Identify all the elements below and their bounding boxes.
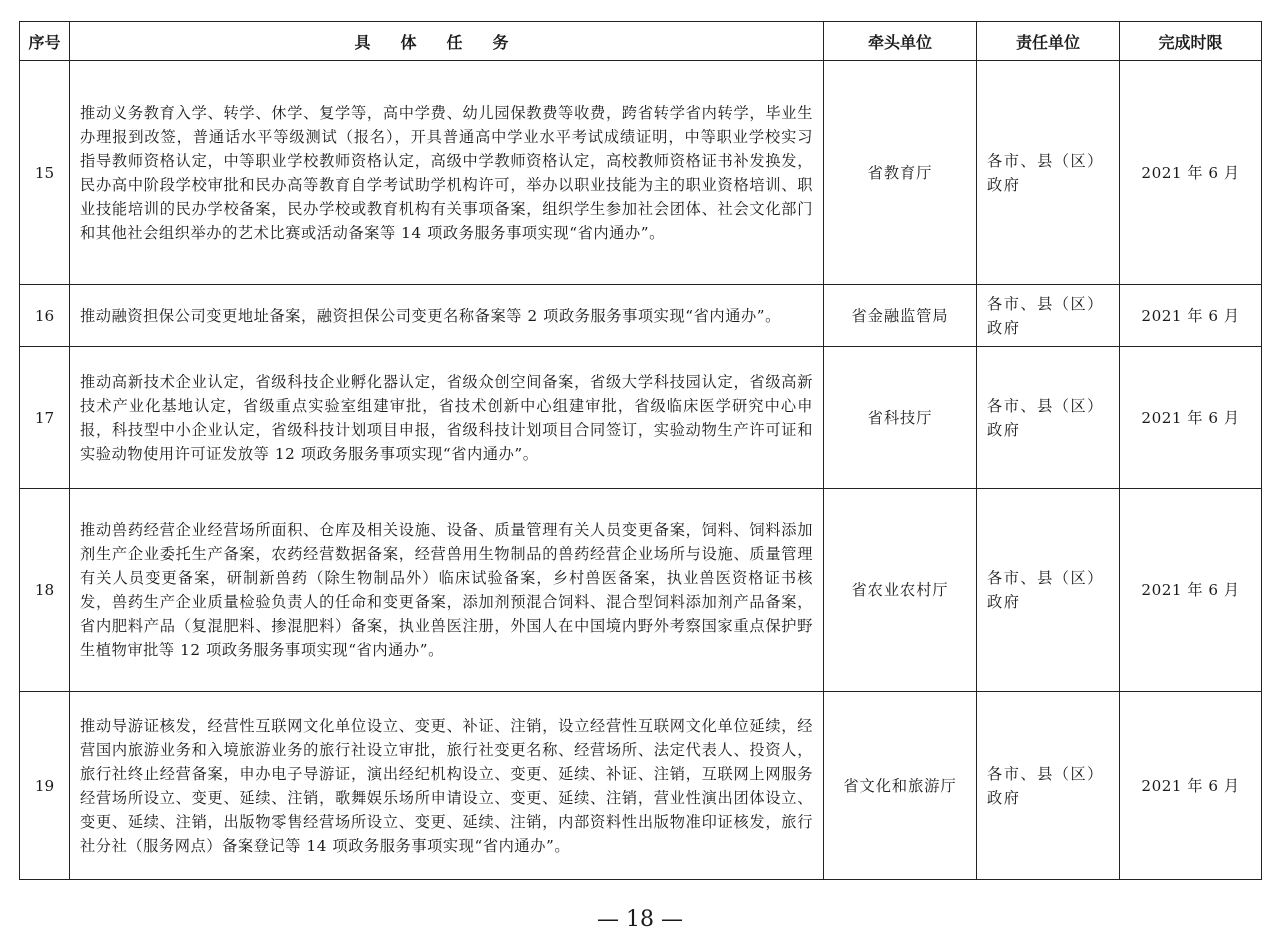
row-lead-unit: 省教育厅 [824, 61, 977, 285]
row-deadline: 2021 年 6 月 [1120, 489, 1262, 692]
row-responsible-unit: 各市、县（区）政府 [977, 347, 1120, 489]
table-row [20, 285, 1262, 347]
row-number: 15 [20, 61, 70, 285]
header-deadline: 完成时限 [1120, 22, 1262, 61]
row-deadline: 2021 年 6 月 [1120, 61, 1262, 285]
page-number: — 18 — [597, 907, 683, 932]
row-lead-unit: 省科技厅 [824, 347, 977, 489]
row-task: 推动融资担保公司变更地址备案，融资担保公司变更名称备案等 2 项政务服务事项实现“省内通办”。 [70, 285, 824, 347]
header-no: 序号 [20, 22, 70, 61]
row-number: 19 [20, 692, 70, 880]
row-lead-unit: 省农业农村厅 [824, 489, 977, 692]
tasks-table [19, 21, 1262, 880]
row-deadline: 2021 年 6 月 [1120, 347, 1262, 489]
row-responsible-unit: 各市、县（区）政府 [977, 285, 1120, 347]
row-responsible-unit: 各市、县（区）政府 [977, 489, 1120, 692]
header-lead-unit: 牵头单位 [824, 22, 977, 61]
row-responsible-unit: 各市、县（区）政府 [977, 692, 1120, 880]
table-row [20, 347, 1262, 489]
row-lead-unit: 省文化和旅游厅 [824, 692, 977, 880]
row-task: 推动兽药经营企业经营场所面积、仓库及相关设施、设备、质量管理有关人员变更备案，饲料、饲料添加剂生产企业委托生产备案，农药经营数据备案，经营兽用生物制品的兽药经营企业场所与设施、质量管理有关人员变更备案，研制新兽药（除生物制品外）临床试验备案，乡村兽医备案，执业兽医资格证书核发，兽药生产企业质量检验负责人的任命和变更备案，添加剂预混合饲料、混合型饲料添加剂产品备案，省内肥料产品（复混肥料、掺混肥料）备案，执业兽医注册，外国人在中国境内野外考察国家重点保护野生植物审批等 12 项政务服务事项实现“省内通办”。 [70, 489, 824, 692]
row-deadline: 2021 年 6 月 [1120, 692, 1262, 880]
row-task: 推动导游证核发，经营性互联网文化单位设立、变更、补证、注销，设立经营性互联网文化单位延续，经营国内旅游业务和入境旅游业务的旅行社设立审批，旅行社变更名称、经营场所、法定代表人、投资人，旅行社终止经营备案，申办电子导游证，演出经纪机构设立、变更、延续、补证、注销，互联网上网服务经营场所设立、变更、延续、注销，歌舞娱乐场所申请设立、变更、延续、注销，营业性演出团体设立、变更、延续、注销，出版物零售经营场所设立、变更、延续、注销，内部资料性出版物准印证核发，旅行社分社（服务网点）备案登记等 14 项政务服务事项实现“省内通办”。 [70, 692, 824, 880]
row-task: 推动义务教育入学、转学、休学、复学等，高中学费、幼儿园保教费等收费，跨省转学省内转学，毕业生办理报到改签，普通话水平等级测试（报名），开具普通高中学业水平考试成绩证明，中等职业学校实习指导教师资格认定，中等职业学校教师资格认定，高级中学教师资格认定，高校教师资格证书补发换发，民办高中阶段学校审批和民办高等教育自学考试助学机构许可，举办以职业技能为主的职业资格培训、职业技能培训的民办学校备案，民办学校或教育机构有关事项备案，组织学生参加社会团体、社会文化部门和其他社会组织举办的艺术比赛或活动备案等 14 项政务服务事项实现“省内通办”。 [70, 61, 824, 285]
row-task: 推动高新技术企业认定，省级科技企业孵化器认定，省级众创空间备案，省级大学科技园认定，省级高新技术产业化基地认定，省级重点实验室组建审批，省技术创新中心组建审批，省级临床医学研究中心申报，科技型中小企业认定，省级科技计划项目申报，省级科技计划项目合同签订，实验动物生产许可证和实验动物使用许可证发放等 12 项政务服务事项实现“省内通办”。 [70, 347, 824, 489]
row-number: 18 [20, 489, 70, 692]
table-row [20, 489, 1262, 692]
header-task: 具体任务 [70, 22, 824, 61]
table-row [20, 61, 1262, 285]
row-deadline: 2021 年 6 月 [1120, 285, 1262, 347]
table-header-row [20, 22, 1262, 61]
table-row [20, 692, 1262, 880]
row-number: 17 [20, 347, 70, 489]
header-responsible-unit: 责任单位 [977, 22, 1120, 61]
row-number: 16 [20, 285, 70, 347]
row-responsible-unit: 各市、县（区）政府 [977, 61, 1120, 285]
row-lead-unit: 省金融监管局 [824, 285, 977, 347]
